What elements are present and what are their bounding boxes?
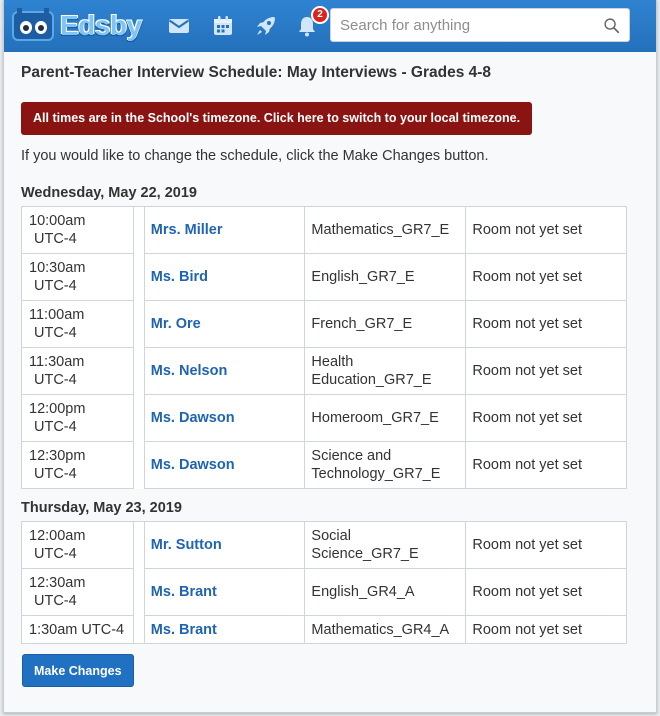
time-cell: 12:00am UTC-4: [22, 522, 134, 569]
teacher-link[interactable]: Ms. Dawson: [150, 410, 235, 426]
day-heading: Thursday, May 23, 2019: [21, 500, 182, 516]
rocket-icon[interactable]: [254, 14, 278, 38]
edsby-logo[interactable]: [12, 9, 144, 45]
instructions-text: If you would like to change the schedule, click the Make Changes button.: [21, 148, 489, 164]
course-cell: Mathematics_GR4_A: [305, 616, 466, 644]
time-cell: 10:30am UTC-4: [22, 254, 134, 301]
course-cell: Science and Technology_GR7_E: [305, 442, 466, 489]
mail-icon[interactable]: [167, 14, 191, 38]
course-cell: Health Education_GR7_E: [305, 348, 466, 395]
teacher-link[interactable]: Ms. Dawson: [150, 457, 235, 473]
room-cell: Room not yet set: [466, 348, 627, 395]
teacher-link[interactable]: Ms. Brant: [150, 584, 217, 600]
table-row: [22, 569, 627, 616]
top-nav-bar: [4, 0, 656, 52]
page-title: Parent-Teacher Interview Schedule: May Interviews - Grades 4-8: [21, 64, 492, 81]
table-row: [22, 395, 627, 442]
room-cell: Room not yet set: [466, 442, 627, 489]
course-cell: Mathematics_GR7_E: [305, 207, 466, 254]
room-cell: Room not yet set: [466, 395, 627, 442]
schedule-table: [21, 521, 627, 644]
course-cell: English_GR4_A: [305, 569, 466, 616]
app-window: [3, 0, 657, 713]
course-cell: French_GR7_E: [305, 301, 466, 348]
room-cell: Room not yet set: [466, 569, 627, 616]
calendar-icon[interactable]: [211, 14, 235, 38]
teacher-link[interactable]: Mr. Sutton: [150, 537, 222, 553]
search-box[interactable]: [330, 8, 630, 42]
time-cell: 12:30am UTC-4: [22, 569, 134, 616]
switch-timezone-button[interactable]: All times are in the School's timezone. Click here to switch to your local timezone.: [21, 102, 532, 135]
course-cell: Homeroom_GR7_E: [305, 395, 466, 442]
time-cell: 12:30pm UTC-4: [22, 442, 134, 489]
course-cell: English_GR7_E: [305, 254, 466, 301]
room-cell: Room not yet set: [466, 254, 627, 301]
table-row: [22, 254, 627, 301]
table-row: [22, 616, 627, 644]
teacher-link[interactable]: Ms. Brant: [150, 621, 217, 638]
notification-badge[interactable]: 2: [311, 6, 329, 24]
teacher-link[interactable]: Mrs. Miller: [150, 222, 223, 238]
table-row: [22, 348, 627, 395]
table-row: [22, 207, 627, 254]
time-cell: 11:00am UTC-4: [22, 301, 134, 348]
table-row: [22, 442, 627, 489]
table-row: [22, 522, 627, 569]
room-cell: Room not yet set: [466, 301, 627, 348]
make-changes-button[interactable]: Make Changes: [22, 654, 134, 687]
schedule-table: [21, 206, 627, 489]
course-cell: Social Science_GR7_E: [305, 522, 466, 569]
table-row: [22, 301, 627, 348]
room-cell: Room not yet set: [466, 522, 627, 569]
app-name: Edsby: [60, 10, 142, 41]
search-icon[interactable]: [603, 17, 620, 34]
teacher-link[interactable]: Ms. Bird: [150, 269, 208, 285]
teacher-link[interactable]: Ms. Nelson: [150, 363, 228, 379]
edsby-mascot-icon: [12, 11, 54, 41]
time-cell: 1:30am UTC-4: [22, 616, 134, 644]
day-heading: Wednesday, May 22, 2019: [21, 185, 197, 201]
room-cell: Room not yet set: [466, 616, 627, 644]
search-input[interactable]: [331, 9, 599, 41]
teacher-link[interactable]: Mr. Ore: [150, 316, 201, 332]
time-cell: 11:30am UTC-4: [22, 348, 134, 395]
time-cell: 12:00pm UTC-4: [22, 395, 134, 442]
room-cell: Room not yet set: [466, 207, 627, 254]
time-cell: 10:00am UTC-4: [22, 207, 134, 254]
